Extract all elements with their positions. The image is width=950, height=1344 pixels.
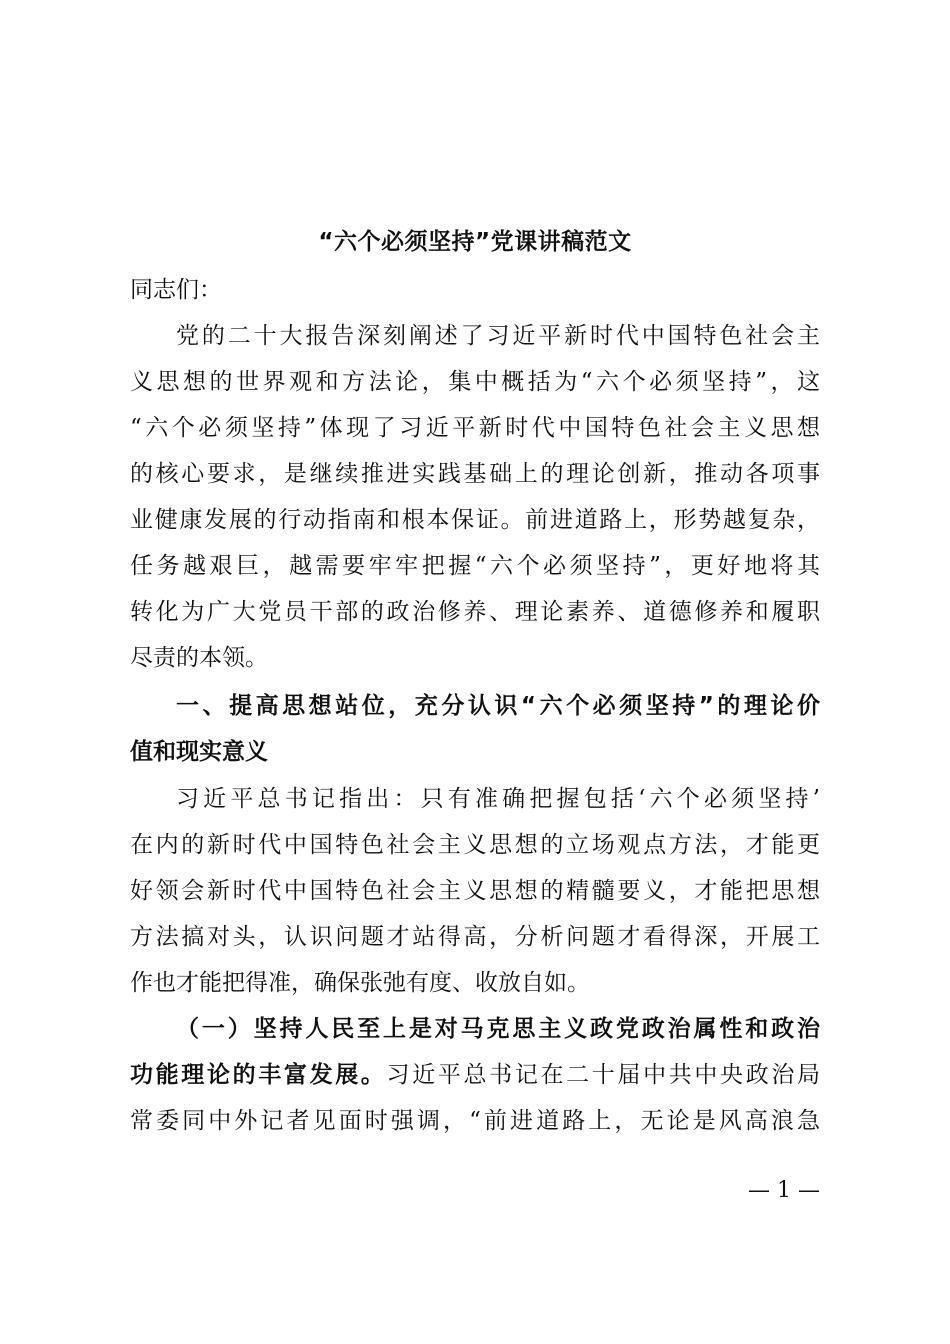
document-title: “六个必须坚持”党课讲稿范文 <box>318 229 632 255</box>
subsection-heading-tail: 功能理论的丰富发展。 <box>130 1062 387 1088</box>
salutation: 同志们： <box>130 277 222 303</box>
intro-paragraph-line: “六个必须坚持”体现了习近平新时代中国特色社会主义思想 <box>130 415 820 441</box>
section-heading-line: 值和现实意义 <box>130 739 268 765</box>
intro-paragraph-line: 转化为广大党员干部的政治修养、理论素养、道德修养和履职 <box>130 599 820 625</box>
subsection-heading-line: （一）坚持人民至上是对马克思主义政党政治属性和政治 <box>176 1016 820 1042</box>
intro-paragraph-line: 任务越艰巨，越需要牢牢把握“六个必须坚持”，更好地将其 <box>130 553 820 579</box>
intro-paragraph-line: 的核心要求，是继续推进实践基础上的理论创新，推动各项事 <box>130 461 820 487</box>
intro-paragraph-line: 业健康发展的行动指南和根本保证。前进道路上，形势越复杂， <box>130 507 820 533</box>
section-paragraph-line: 好领会新时代中国特色社会主义思想的精髓要义，才能把思想 <box>130 878 820 904</box>
section-paragraph-line: 方法搞对头，认识问题才站得高，分析问题才看得深，开展工 <box>130 924 820 950</box>
page-number: — 1 — <box>748 1178 820 1203</box>
subsection-text: 习近平总书记在二十届中共中央政治局 <box>386 1062 821 1088</box>
intro-paragraph-line: 尽责的本领。 <box>130 645 268 671</box>
subsection-line <box>130 1052 820 1098</box>
section-paragraph-line: 在内的新时代中国特色社会主义思想的立场观点方法，才能更 <box>130 832 820 858</box>
section-paragraph-line: 习近平总书记指出：只有准确把握包括‘六个必须坚持’ <box>176 786 820 812</box>
section-paragraph-line: 作也才能把得准，确保张弛有度、收放自如。 <box>130 970 590 996</box>
intro-paragraph-line: 义思想的世界观和方法论，集中概括为“六个必须坚持”，这 <box>130 369 820 395</box>
subsection-line: 常委同中外记者见面时强调，“前进道路上，无论是风高浪急 <box>130 1108 820 1134</box>
section-heading-line: 一、提高思想站位，充分认识“六个必须坚持”的理论价 <box>176 693 820 719</box>
intro-paragraph-line: 党的二十大报告深刻阐述了习近平新时代中国特色社会主 <box>176 323 820 349</box>
